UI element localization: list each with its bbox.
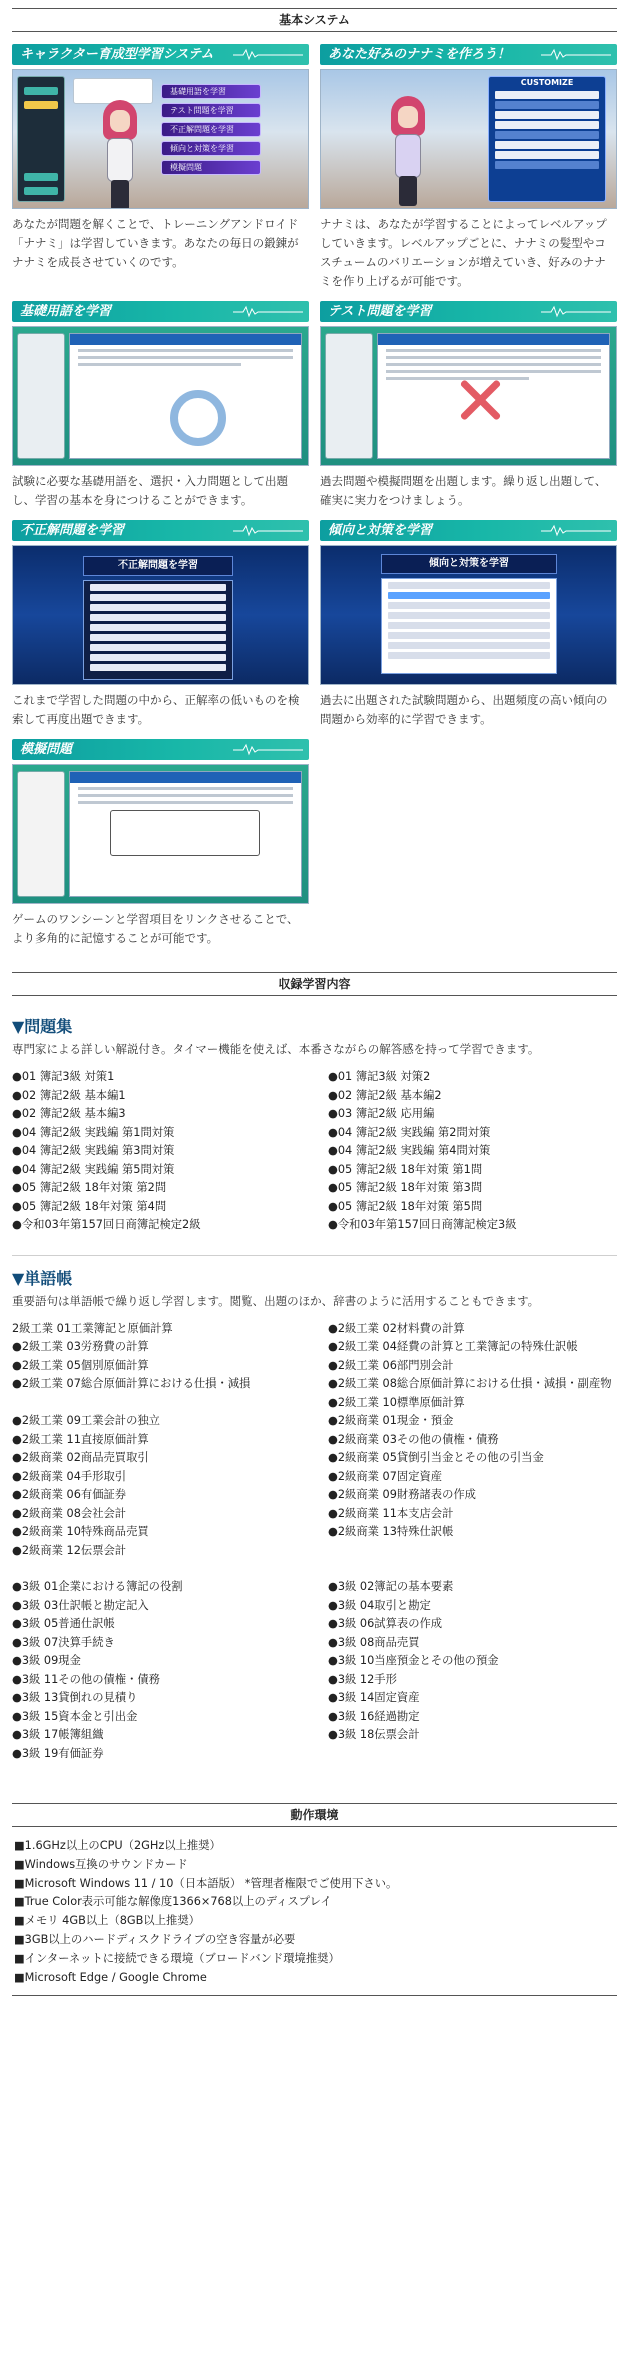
feature-screenshot [12,545,309,685]
feature-screenshot [320,545,617,685]
screen-banner: 不正解問題を学習 [83,556,233,576]
feature-heading-bar [12,301,309,322]
list-item: ●3級 05普通仕訳帳 [12,1617,115,1630]
list-item: ●2級工業 07総合原価計算における仕損・減損 [12,1377,251,1390]
list-item: ●3級 07決算手続き [12,1635,115,1649]
nanami-character [97,100,143,209]
tangocho-section [12,1268,617,1764]
list-item: ●2級商業 13特殊仕訳帳 [328,1525,454,1538]
menu-item[interactable]: 不正解問題を学習 [161,122,261,137]
list-item: ●2級工業 06部門別会計 [328,1358,454,1372]
list-item: ●02 簿記2級 基本編1 [12,1088,126,1102]
feature-trends [320,520,617,729]
feature-screenshot [12,69,309,209]
list-item: ●02 簿記2級 基本編2 [328,1088,442,1102]
list-item: ●2級商業 09財務諸表の作成 [328,1488,476,1501]
list-item: ●05 簿記2級 18年対策 第2問 [12,1181,167,1194]
list-item: ■インターネットに接続できる環境（ブロードバンド環境推奨） [14,1951,340,1965]
feature-screenshot [320,69,617,209]
wave-decoration-icon [233,742,303,757]
list-item: ●2級工業 04経費の計算と工業簿記の特殊仕訳帳 [328,1340,578,1353]
list-item: ●3級 13貸倒れの見積り [12,1691,138,1704]
list-item: ●3級 03仕訳帳と勘定記入 [12,1598,149,1612]
main-menu [161,84,261,179]
feature-heading: あなた好みのナナミを作ろう！ [328,47,511,62]
environment-list [14,1837,615,1987]
list-item: ●3級 08商品売買 [328,1635,420,1649]
list-item: ●2級商業 08会社会計 [12,1506,127,1520]
feature-heading-bar [320,520,617,541]
menu-item[interactable]: 傾向と対策を学習 [161,141,261,156]
tangocho-col-left [12,1320,328,1561]
list-item: ●04 簿記2級 実践編 第2問対策 [328,1125,491,1139]
tangocho-col-left-3kyu [12,1578,328,1763]
wave-decoration-icon [541,304,611,319]
list-item: ●04 簿記2級 実践編 第5問対策 [12,1162,175,1176]
menu-item[interactable]: テスト問題を学習 [161,103,261,118]
list-item: ●2級商業 10特殊商品売買 [12,1525,149,1538]
list-item: ●3級 18伝票会計 [328,1728,420,1741]
customize-panel [488,76,606,202]
list-item: ■Windows互換のサウンドカード [14,1857,188,1871]
list-item: ●令和03年第157回日商簿記検定2級 [12,1218,201,1231]
list-item: ●3級 10当座預金とその他の預金 [328,1654,499,1667]
list-item: ●3級 16経過勘定 [328,1709,420,1723]
list-item: 2級工業 01工業簿記と原価計算 [12,1321,173,1335]
feature-grid [12,44,617,958]
list-item: ●05 簿記2級 18年対策 第3問 [328,1181,483,1194]
feature-wrong-answers [12,520,309,729]
list-item: ●2級商業 12伝票会計 [12,1543,127,1557]
wave-decoration-icon [541,523,611,538]
list-item: ●3級 14固定資産 [328,1691,420,1704]
list-item: ●2級商業 06有価証券 [12,1488,127,1501]
tangocho-list-3kyu [12,1578,617,1763]
feature-heading-bar [12,739,309,760]
status-panel [17,76,65,202]
feature-description: 試験に必要な基礎用語を、選択・入力問題として出題し、学習の基本を身につけることができます。 [12,474,288,507]
feature-description: あなたが問題を解くことで、トレーニングアンドロイド「ナナミ」は学習していきます。あなたの毎日の鍛錬がナナミを成長させていくのです。 [12,217,299,269]
list-item: ●3級 17帳簿組織 [12,1728,104,1741]
list-item: ●2級工業 02材料費の計算 [328,1321,465,1335]
nanami-character [385,96,431,206]
question-panel [69,771,302,897]
feature-basic-terms [12,301,309,510]
wave-decoration-icon [541,47,611,62]
incorrect-mark-icon [458,378,502,422]
list-item: ●3級 19有価証券 [12,1746,104,1760]
mondaishu-col-left [12,1068,328,1235]
feature-screenshot [320,326,617,466]
feature-heading: 不正解問題を学習 [20,523,125,538]
mondaishu-section [12,1016,617,1235]
status-panel [325,333,373,459]
list-item: ●3級 02簿記の基本要素 [328,1580,454,1593]
menu-item[interactable]: 模擬問題 [161,160,261,175]
feature-description: 過去に出題された試験問題から、出題頻度の高い傾向の問題から効率的に学習できます。 [320,693,608,726]
question-panel [377,333,610,459]
wave-decoration-icon [233,304,303,319]
tangocho-col-right [328,1320,617,1561]
question-list [83,580,233,680]
list-item: ●3級 11その他の債権・債務 [12,1672,160,1686]
feature-heading: 模擬問題 [20,742,73,757]
feature-description: ナナミは、あなたが学習することによってレベルアップしていきます。レベルアップごとに、ナナミの髪型やコスチュームのバリエーションが増えていき、好みのナナミを作り上げるが可能です。 [320,217,607,288]
list-item: ●2級商業 03その他の債権・債務 [328,1432,499,1446]
tangocho-lead: 重要語句は単語帳で繰り返し学習します。閲覧、出題のほか、辞書のように活用することもできます。 [12,1293,540,1308]
status-panel [17,771,65,897]
list-item: ●01 簿記3級 対策2 [328,1070,431,1083]
feature-description: ゲームのワンシーンと学習項目をリンクさせることで、より多角的に記憶することが可能です。 [12,912,299,945]
diagram-box [110,810,260,856]
feature-heading-bar [320,301,617,322]
feature-heading-bar [12,44,309,65]
list-item: ●2級工業 03労務費の計算 [12,1340,149,1353]
feature-heading: 基礎用語を学習 [20,304,112,319]
customize-title: CUSTOMIZE [520,78,574,87]
feature-character-training [12,44,309,291]
feature-test-questions [320,301,617,510]
list-item: ●3級 01企業における簿記の役割 [12,1580,183,1593]
list-item: ●2級工業 09工業会計の独立 [12,1414,160,1427]
list-item: ■True Color表示可能な解像度1366×768以上のディスプレイ [14,1895,332,1909]
list-item: ●2級商業 11本支店会計 [328,1506,454,1520]
mondaishu-col-right [328,1068,617,1235]
feature-customize [320,44,617,291]
list-item: ●05 簿記2級 18年対策 第1問 [328,1162,483,1176]
list-item: ●2級商業 05貸倒引当金とその他の引当金 [328,1451,544,1464]
feature-description: 過去問題や模擬問題を出題します。繰り返し出題して、確実に実力をつけましょう。 [320,474,607,507]
feature-screenshot [12,326,309,466]
list-item: ●2級工業 08総合原価計算における仕損・減損・副産物 [328,1377,612,1390]
feature-heading-bar [320,44,617,65]
feature-heading-bar [12,520,309,541]
feature-heading: 傾向と対策を学習 [328,523,433,538]
status-panel [17,333,65,459]
list-item: ●04 簿記2級 実践編 第1問対策 [12,1125,175,1139]
list-item: ■1.6GHz以上のCPU（2GHz以上推奨） [14,1839,221,1852]
feature-description: これまで学習した問題の中から、正解率の低いものを検索して再度出題できます。 [12,693,300,726]
contents-section-title: 収録学習内容 [12,972,617,996]
tangocho-list-2kyu [12,1320,617,1561]
list-item: ●令和03年第157回日商簿記検定3級 [328,1218,517,1231]
list-item: ■3GB以上のハードディスクドライブの空き容量が必要 [14,1932,296,1946]
list-item: ■Microsoft Windows 11 / 10（日本語版） *管理者権限でご使用下さい。 [14,1876,398,1890]
feature-screenshot [12,764,309,904]
system-section-title: 基本システム [12,8,617,32]
category-list [381,578,557,674]
list-item: ●03 簿記2級 応用編 [328,1107,435,1120]
feature-mock-exam [12,739,309,948]
list-item: ●3級 09現金 [12,1654,81,1667]
wave-decoration-icon [233,523,303,538]
list-item: ●3級 12手形 [328,1672,397,1686]
list-item: ●2級工業 10標準原価計算 [328,1395,465,1409]
environment-section-title: 動作環境 [12,1803,617,1827]
list-item: ●2級商業 04手形取引 [12,1469,127,1483]
list-item: ●01 簿記3級 対策1 [12,1070,115,1083]
menu-item[interactable]: 基礎用語を学習 [161,84,261,99]
list-item: ●02 簿記2級 基本編3 [12,1107,126,1120]
tangocho-title: ▼単語帳 [12,1268,73,1288]
list-item: ●2級商業 07固定資産 [328,1469,443,1483]
progress-ring [170,390,226,446]
list-item: ●05 簿記2級 18年対策 第4問 [12,1199,167,1213]
list-item: ●3級 04取引と勘定 [328,1598,431,1612]
mondaishu-list [12,1068,617,1235]
feature-heading: テスト問題を学習 [328,304,432,319]
feature-heading: キャラクター育成型学習システム [20,47,214,62]
list-item: ■メモリ 4GB以上（8GB以上推奨） [14,1914,200,1928]
list-item: ●3級 06試算表の作成 [328,1617,443,1630]
wave-decoration-icon [233,47,303,62]
tangocho-col-right-3kyu [328,1578,617,1763]
list-item: ●2級工業 11直接原価計算 [12,1432,149,1446]
mondaishu-lead: 専門家による詳しい解説付き。タイマー機能を使えば、本番さながらの解答感を持って学習できます。 [12,1042,540,1056]
mondaishu-title: ▼問題集 [12,1017,73,1036]
bottom-divider [12,1995,617,2005]
question-panel [69,333,302,459]
list-item: ■Microsoft Edge / Google Chrome [14,1970,207,1984]
list-item: ●3級 15資本金と引出金 [12,1709,138,1723]
list-item: ●2級商業 01現金・預金 [328,1414,454,1427]
list-item: ●2級工業 05個別原価計算 [12,1358,149,1372]
list-item: ●04 簿記2級 実践編 第4問対策 [328,1144,491,1157]
list-item: ●04 簿記2級 実践編 第3問対策 [12,1144,175,1157]
screen-banner: 傾向と対策を学習 [381,554,557,574]
section-divider [12,1255,617,1256]
list-item: ●2級商業 02商品売買取引 [12,1451,149,1464]
list-item: ●05 簿記2級 18年対策 第5問 [328,1199,483,1213]
